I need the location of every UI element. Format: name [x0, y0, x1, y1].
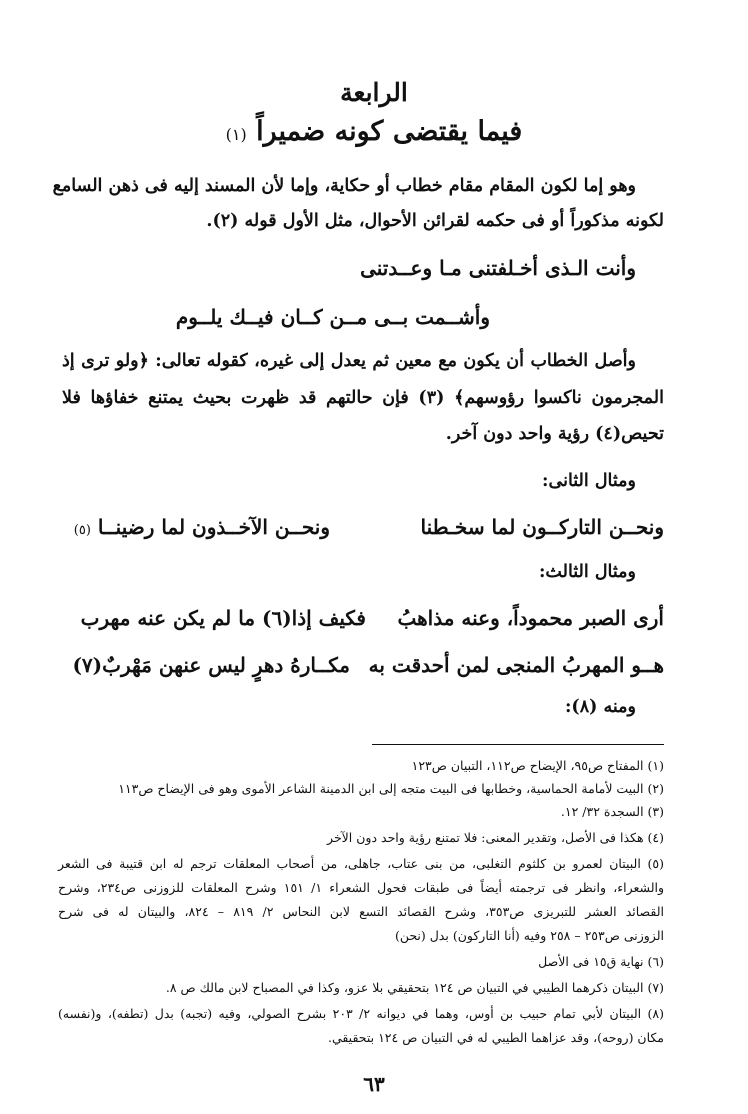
footnote: (١) المفتاح ص٩٥، الإيضاح ص١١٢، التبيان ص١٢٣: [411, 758, 664, 773]
verse-2-hemistich: ونحــن التاركــون لما سخـطنا: [420, 515, 664, 539]
footnote: (٢) البيت لأمامة الحماسية، وخطابها فى البيت متجه إلى ابن الدمينة الشاعر الأموى وهو فى الإيضاح ص١١٣: [118, 781, 664, 796]
paragraph-line: المجرمون ناكسوا رؤوسهم﴾ (٣) فإن حالتهم قد ظهرت بحيث يمتنع خفاؤها فلا: [62, 388, 664, 408]
verse-1-hemistich: وأشــمت بــى مــن كــان فيــك يلــوم: [175, 305, 490, 329]
footnote: والشعراء، وانظر فى ترجمته أيضاً فى طبقات فحول الشعراء ١/ ١٥١ وشرح المعلقات للزوزنى ص٢٣٤، وشرح: [58, 880, 665, 895]
verse-2-hemistich: [74, 515, 330, 539]
verse-text: ونحــن الآخــذون لما رضينــا: [97, 515, 330, 539]
verse-1-hemistich: وأنت الـذى أخـلفتنى مـا وعــدتنى: [360, 256, 636, 280]
verse-3-hemistich: فكيف إذا(٦) ما لم يكن عنه مهرب: [80, 606, 366, 630]
footnote-ref: (٥): [73, 523, 91, 538]
example-label: ومنه (٨):: [564, 697, 636, 717]
footnote: الزوزنى ص٢٥٣ – ٢٥٨ وفيه (أنا التاركون) بدل (نحن): [394, 928, 664, 943]
section-subtitle: [0, 116, 748, 147]
paragraph-line: وهو إما لكون المقام مقام خطاب أو حكاية، وإما لأن المسند إليه فى ذهن السامع: [52, 176, 636, 196]
section-title: الرابعة: [340, 78, 408, 107]
subtitle-text: فيما يقتضى كونه ضميراً: [256, 116, 523, 147]
verse-4-hemistich: هــو المهربُ المنجى لمن أحدقت به: [368, 653, 664, 677]
footnote: القصائد العشر للتبريزى ص٣٥٣، وشرح القصائد التسع لابن النحاس ٢/ ٨١٩ – ٨٢٤، والبيتان له فى شرح: [58, 904, 664, 919]
footnote: (٤) هكذا فى الأصل، وتقدير المعنى: فلا تمتنع رؤية واحد دون الآخر: [327, 830, 664, 845]
verse-3-hemistich: أرى الصبر محموداً، وعنه مذاهبُ: [397, 606, 664, 630]
paragraph-line: تحيص(٤) رؤية واحد دون آخر.: [445, 424, 664, 444]
footnote: (٨) البيتان لأبي تمام حبيب بن أوس، وهما في ديوانه ٢/ ٢٠٣ بشرح الصولي، وفيه (تجبه) بدل (تطفه)، و(نفسه): [58, 1006, 665, 1021]
paragraph-line: وأصل الخطاب أن يكون مع معين ثم يعدل إلى غيره، كقوله تعالى: ﴿ولو ترى إذ: [62, 351, 636, 371]
footnote: (٥) البيتان لعمرو بن كلثوم التغلبى، من بنى عتاب، جاهلى، من أصحاب المعلقات ترجم له ابن قتيبة فى الشعر: [58, 856, 664, 871]
footnote: (٧) البيتان ذكرهما الطيبي في التبيان ص ١٢٤ بتحقيقي بلا عزو، وكذا في المصباح لابن مالك ص ٨.: [165, 980, 664, 995]
page-number: ٦٣: [363, 1072, 385, 1096]
example-label: ومثال الثانى:: [542, 471, 636, 491]
footnote: (٣) السجدة ٣٢/ ١٢.: [560, 804, 664, 819]
footnote-divider: [372, 744, 664, 745]
footnote-ref: (١): [225, 125, 247, 144]
footnote: مكان (روحه)، وقد عزاهما الطيبي له في التبيان ص ١٢٤ بتحقيقي.: [327, 1030, 664, 1045]
paragraph-line: لكونه مذكوراً أو فى حكمه لقرائن الأحوال، مثل الأول قوله (٢).: [206, 211, 664, 231]
verse-4-hemistich: مكــارهُ دهرٍ ليس عنهن مَهْربٌ(٧): [72, 653, 350, 677]
footnote: (٦) نهاية ق١٥ فى الأصل: [538, 954, 664, 969]
example-label: ومثال الثالث:: [538, 562, 636, 582]
